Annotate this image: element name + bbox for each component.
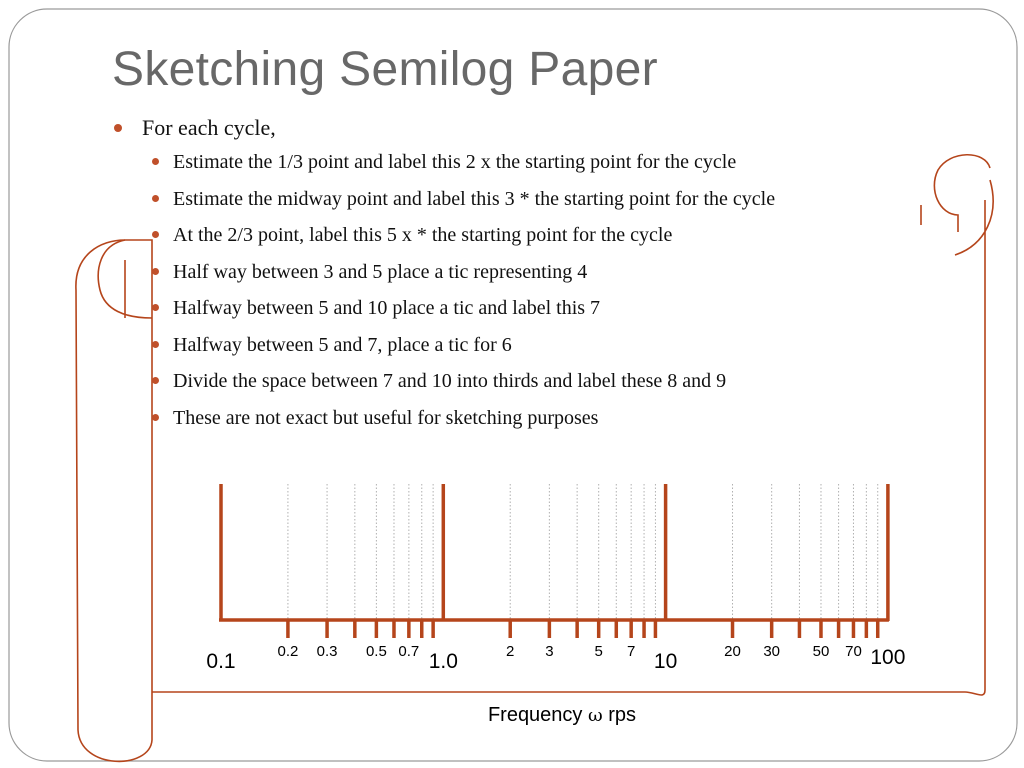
decade-label: 1.0 (428, 650, 458, 673)
minor-tick-label: 0.3 (316, 643, 338, 660)
minor-tick-label: 50 (812, 643, 830, 660)
omega-symbol: ω (588, 705, 603, 726)
sub-bullet-text: Divide the space between 7 and 10 into thirds and label these 8 and 9 (173, 370, 727, 392)
sub-bullet-text: Estimate the 1/3 point and label this 2 x the starting point for the cycle (173, 151, 737, 173)
x-axis-unit: rps (608, 704, 637, 726)
slide-title: Sketching Semilog Paper (112, 43, 658, 96)
minor-tick-label: 0.5 (365, 643, 387, 660)
sub-bullet-text: Halfway between 5 and 10 place a tic and label this 7 (173, 297, 601, 319)
minor-tick-label: 20 (724, 643, 741, 660)
sub-bullet-text: Half way between 3 and 5 place a tic representing 4 (173, 260, 588, 283)
decade-label: 0.1 (206, 650, 236, 673)
sub-bullet-text: At the 2/3 point, label this 5 x * the starting point for the cycle (173, 224, 673, 246)
minor-tick-label: 70 (845, 643, 862, 660)
axis-caption (0, 704, 1024, 727)
minor-tick-label: 7 (626, 643, 636, 660)
decade-label: 100 (870, 646, 906, 669)
minor-tick-label: 30 (763, 643, 781, 660)
minor-tick-label: 0.2 (277, 643, 299, 660)
intro-bullet-text: For each cycle, (142, 115, 276, 140)
sub-bullet-text: Estimate the midway point and label this 3 * the starting point for the cycle (173, 187, 776, 210)
minor-tick-label: 5 (594, 643, 603, 660)
sub-bullet-text: Halfway between 5 and 7, place a tic for 6 (173, 333, 512, 356)
minor-tick-label: 0.7 (398, 643, 420, 660)
sub-bullet-text: These are not exact but useful for sketching purposes (173, 406, 599, 429)
minor-tick-label: 2 (506, 643, 515, 660)
minor-tick-label: 3 (545, 643, 554, 660)
x-axis-label: Frequency (487, 704, 583, 726)
decade-label: 10 (653, 650, 678, 673)
